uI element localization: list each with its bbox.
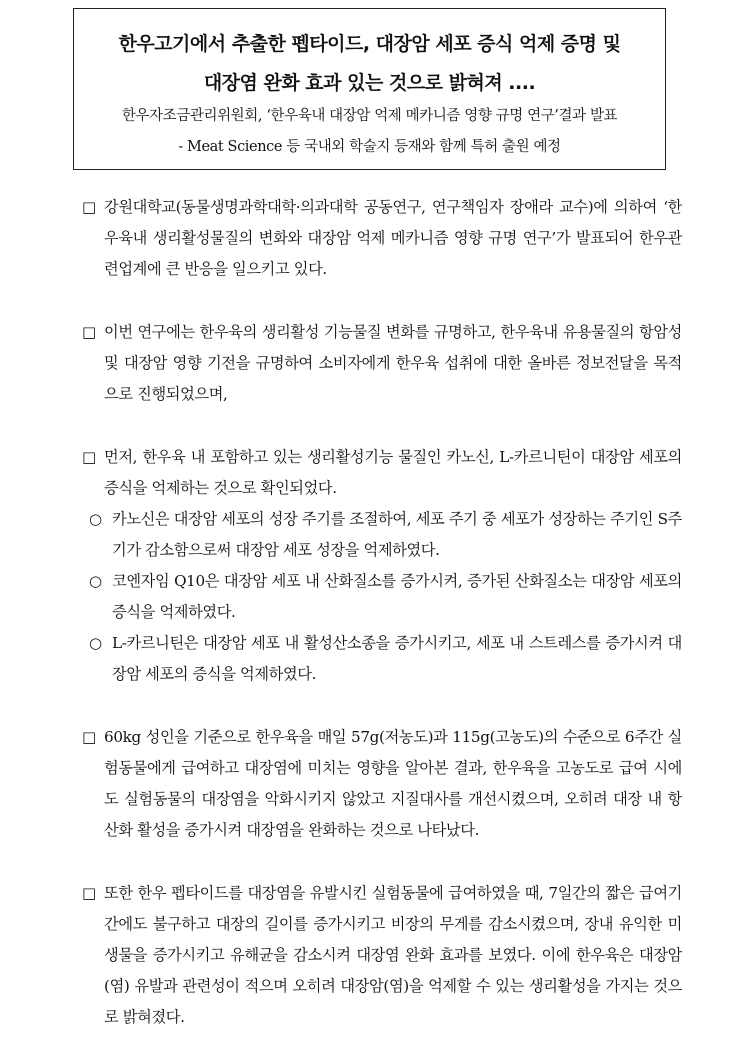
headline-title-line-2: 대장염 완화 효과 있는 것으로 밝혀져 .... xyxy=(203,72,536,94)
circle-bullet-icon: ○ xyxy=(89,634,102,652)
sub-point-text: 카노신은 대장암 세포의 성장 주기를 조절하여, 세포 주기 중 세포가 성장하는 주기인 S주기가 감소함으로써 대장암 세포 성장을 억제하였다. xyxy=(112,510,682,559)
paragraph-text: 강원대학교(동물생명과학대학·의과대학 공동연구, 연구책임자 장애라 교수)에 의하여 ‘한우육내 생리활성물질의 변화와 대장암 억제 메카니즘 영향 규명 연구’가 발표되어 한우관련업계에 큰 반응을 일으키고 있다. xyxy=(104,198,682,278)
square-bullet-icon: □ xyxy=(82,728,96,746)
sub-point-3 xyxy=(82,628,682,690)
paragraph-5 xyxy=(82,878,682,1033)
paragraph-3 xyxy=(82,442,682,504)
paragraph-2 xyxy=(82,317,682,410)
square-bullet-icon: □ xyxy=(82,323,96,341)
circle-bullet-icon: ○ xyxy=(89,510,102,528)
paragraph-text: 60kg 성인을 기준으로 한우육을 매일 57g(저농도)과 115g(고농도)의 수준으로 6주간 실험동물에게 급여하고 대장염에 미치는 영향을 알아본 결과, 한우육을 고농도로 급여 시에도 실험동물의 대장염을 악화시키지 않았고 지질대사를 개선시켰으며, 오히려 대장 내 항산화 활성을 증가시켜 대장염을 완화하는 것으로 나타났다. xyxy=(104,728,682,839)
square-bullet-icon: □ xyxy=(82,884,96,902)
headline-box xyxy=(73,8,666,170)
sub-point-text: L-카르니틴은 대장암 세포 내 활성산소종을 증가시키고, 세포 내 스트레스를 증가시켜 대장암 세포의 증식을 억제하였다. xyxy=(112,634,682,683)
headline-subtitle-line-2: - Meat Science 등 국내외 학술지 등재와 함께 특허 출원 예정 xyxy=(178,139,561,155)
headline-title-line-1: 한우고기에서 추출한 펩타이드, 대장암 세포 증식 억제 증명 및 xyxy=(118,33,621,55)
square-bullet-icon: □ xyxy=(82,198,96,216)
article-body xyxy=(82,192,682,1033)
paragraph-text: 먼저, 한우육 내 포함하고 있는 생리활성기능 물질인 카노신, L-카르니틴이 대장암 세포의 증식을 억제하는 것으로 확인되었다. xyxy=(104,448,682,497)
paragraph-4 xyxy=(82,722,682,846)
paragraph-text: 또한 한우 펩타이드를 대장염을 유발시킨 실험동물에 급여하였을 때, 7일간의 짧은 급여기간에도 불구하고 대장의 길이를 증가시키고 비장의 무게를 감소시켰으며, 장내 유익한 미생물을 증가시키고 유해균을 감소시켜 대장염 완화 효과를 보였다. 이에 한우육은 대장암(염) 유발과 관련성이 적으며 오히려 대장암(염)을 억제할 수 있는 생리활성을 가지는 것으로 밝혀졌다. xyxy=(104,884,682,1026)
square-bullet-icon: □ xyxy=(82,448,96,466)
headline-subtitle-line-1: 한우자조금관리위원회, ‘한우육내 대장암 억제 메카니즘 영향 규명 연구’결과 발표 xyxy=(121,108,618,124)
sub-point-2 xyxy=(82,566,682,628)
sub-point-1 xyxy=(82,504,682,566)
circle-bullet-icon: ○ xyxy=(89,572,102,590)
paragraph-text: 이번 연구에는 한우육의 생리활성 기능물질 변화를 규명하고, 한우육내 유용물질의 항암성 및 대장암 영향 기전을 규명하여 소비자에게 한우육 섭취에 대한 올바른 정보전달을 목적으로 진행되었으며, xyxy=(104,323,682,403)
paragraph-1 xyxy=(82,192,682,285)
sub-point-text: 코엔자임 Q10은 대장암 세포 내 산화질소를 증가시켜, 증가된 산화질소는 대장암 세포의 증식을 억제하였다. xyxy=(112,572,682,621)
